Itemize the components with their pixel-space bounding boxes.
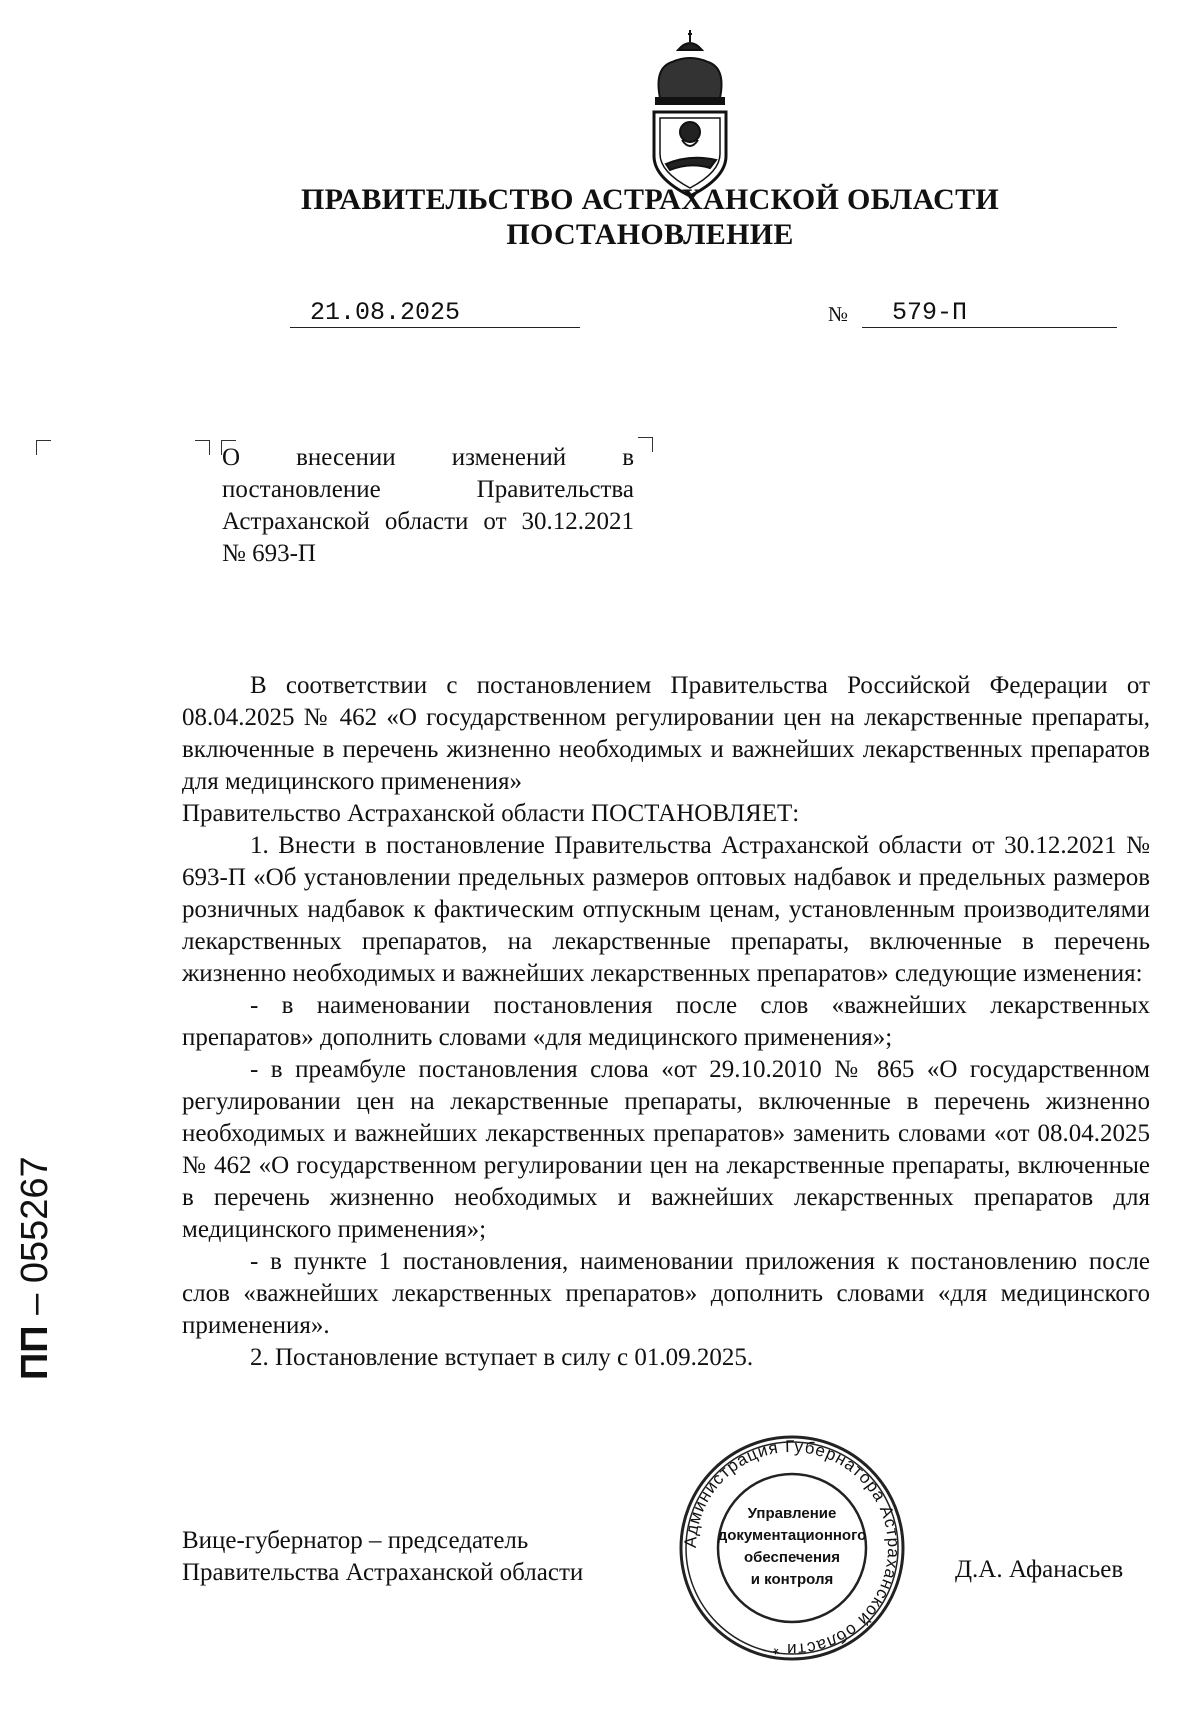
signatory-title-line2: Правительства Астраханской области — [182, 1559, 584, 1586]
document-subject: О внесении изменений в постановление Правительства Астраханской области от 30.12.2021 № 693-П — [222, 444, 634, 567]
coat-of-arms-icon — [630, 28, 750, 203]
seal-inner-line: обеспечения — [743, 1549, 841, 1566]
body-paragraph: 2. Постановление вступает в силу с 01.09.2025. — [250, 1344, 754, 1371]
serial-prefix: ПП — [14, 1325, 56, 1380]
signatory-name: Д.А. Афанасьев — [955, 1556, 1124, 1583]
document-body — [182, 670, 1150, 1374]
body-paragraph: Правительство Астраханской области ПОСТАНОВЛЯЕТ: — [182, 800, 800, 827]
serial-digits: 055267 — [14, 1156, 56, 1284]
subject-corner-mark — [195, 440, 210, 455]
body-paragraph: - в преамбуле постановления слова «от 29.10.2010 № 865 «О государственном регулировании цен на лекарственные препараты, включенные в перечень жизненно необходимых и важнейших лекарственных препаратов» заменить словами «от 08.04.2025 № 462 «О государственном регулировании цен на лекарственные препараты, включенные в перечень жизненно необходимых и важнейших лекарственных препаратов для медицинского применения»; — [182, 1056, 1150, 1243]
seal-inner-line: документационного — [717, 1527, 867, 1544]
serial-number — [14, 1120, 57, 1380]
body-paragraph: - в наименовании постановления после слов «важнейших лекарственных препаратов» дополнить словами «для медицинского применения»; — [182, 992, 1150, 1051]
serial-dash: – — [14, 1293, 56, 1315]
subject-corner-mark — [638, 437, 653, 452]
seal-ring-text: Администрация Губернатора Астраханской области * — [680, 1436, 904, 1660]
seal-inner-line: и контроля — [750, 1571, 834, 1588]
document-number: 579-П — [862, 298, 1117, 328]
body-paragraph: - в пункте 1 постановления, наименовании приложения к постановлению после слов «важнейших лекарственных препаратов» дополнить словами «для медицинского применения». — [182, 1248, 1150, 1339]
signatory-title — [182, 1525, 583, 1589]
document-date: 21.08.2025 — [290, 298, 580, 328]
organization-title: ПРАВИТЕЛЬСТВО АСТРАХАНСКОЙ ОБЛАСТИ — [300, 183, 1000, 216]
margin-corner-mark — [36, 440, 51, 455]
seal-inner-line: Управление — [747, 1505, 837, 1522]
body-paragraph: В соответствии с постановлением Правительства Российской Федерации от 08.04.2025 № 462 «О государственном регулировании цен на лекарственные препараты, включенные в перечень жизненно необходимых и важнейших лекарственных препаратов для медицинского применения» — [182, 672, 1150, 795]
body-paragraph: 1. Внести в постановление Правительства Астраханской области от 30.12.2021 № 693-П «Об установлении предельных размеров оптовых надбавок и предельных размеров розничных надбавок к фактическим отпускным ценам, установленным производителями лекарственных препаратов, на лекарственные препараты, включенные в перечень жизненно необходимых и важнейших лекарственных препаратов» следующие изменения: — [182, 832, 1150, 987]
document-type-title: ПОСТАНОВЛЕНИЕ — [506, 218, 794, 251]
signatory-title-line1: Вице-губернатор – председатель — [182, 1527, 529, 1554]
round-seal-icon — [678, 1434, 906, 1662]
number-sign: № — [828, 302, 849, 326]
